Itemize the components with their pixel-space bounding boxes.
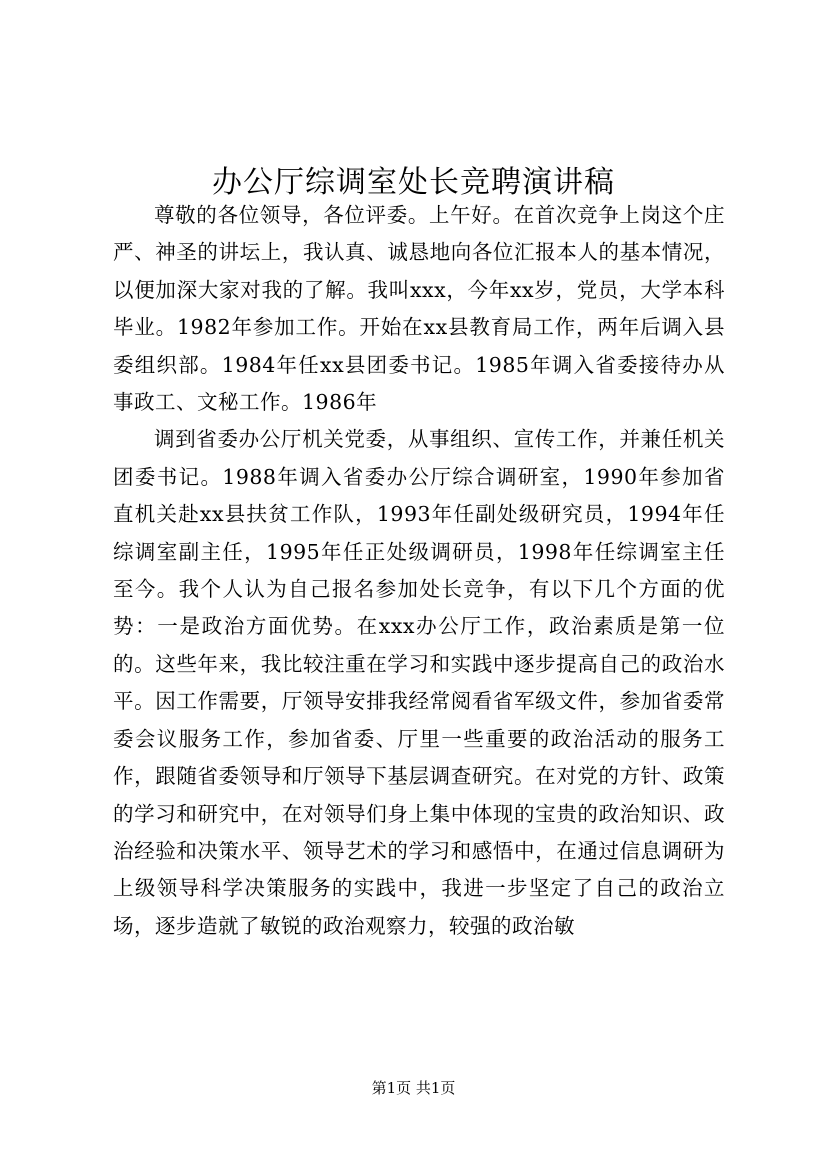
document-body — [113, 197, 725, 945]
document-title: 办公厅综调室处长竞聘演讲稿 — [212, 165, 615, 201]
page-number-footer: 第1页 共1页 — [371, 1079, 456, 1097]
paragraph-1: 尊敬的各位领导，各位评委。上午好。在首次竞争上岗这个庄严、神圣的讲坛上，我认真、诚恳地向各位汇报本人的基本情况，以便加深大家对我的了解。我叫xxx，今年xx岁，党员，大学本科毕业。1982年参加工作。开始在xx县教育局工作，两年后调入县委组织部。1984年任xx县团委书记。1985年调入省委接待办从事政工、文秘工作。1986年 — [113, 203, 725, 415]
paragraph-2: 调到省委办公厅机关党委，从事组织、宣传工作，并兼任机关团委书记。1988年调入省委办公厅综合调研室，1990年参加省直机关赴xx县扶贫工作队，1993年任副处级研究员，1994年任综调室副主任，1995年任正处级调研员，1998年任综调室主任至今。我个人认为自己报名参加处长竞争，有以下几个方面的优势：一是政治方面优势。在xxx办公厅工作，政治素质是第一位的。这些年来，我比较注重在学习和实践中逐步提高自己的政治水平。因工作需要，厅领导安排我经常阅看省军级文件，参加省委常委会议服务工作，参加省委、厅里一些重要的政治活动的服务工作，跟随省委领导和厅领导下基层调查研究。在对党的方针、政策的学习和研究中，在对领导们身上集中体现的宝贵的政治知识、政治经验和决策水平、领导艺术的学习和感悟中，在通过信息调研为上级领导科学决策服务的实践中，我进一步坚定了自己的政治立场，逐步造就了敏锐的政治观察力，较强的政治敏 — [113, 427, 725, 938]
